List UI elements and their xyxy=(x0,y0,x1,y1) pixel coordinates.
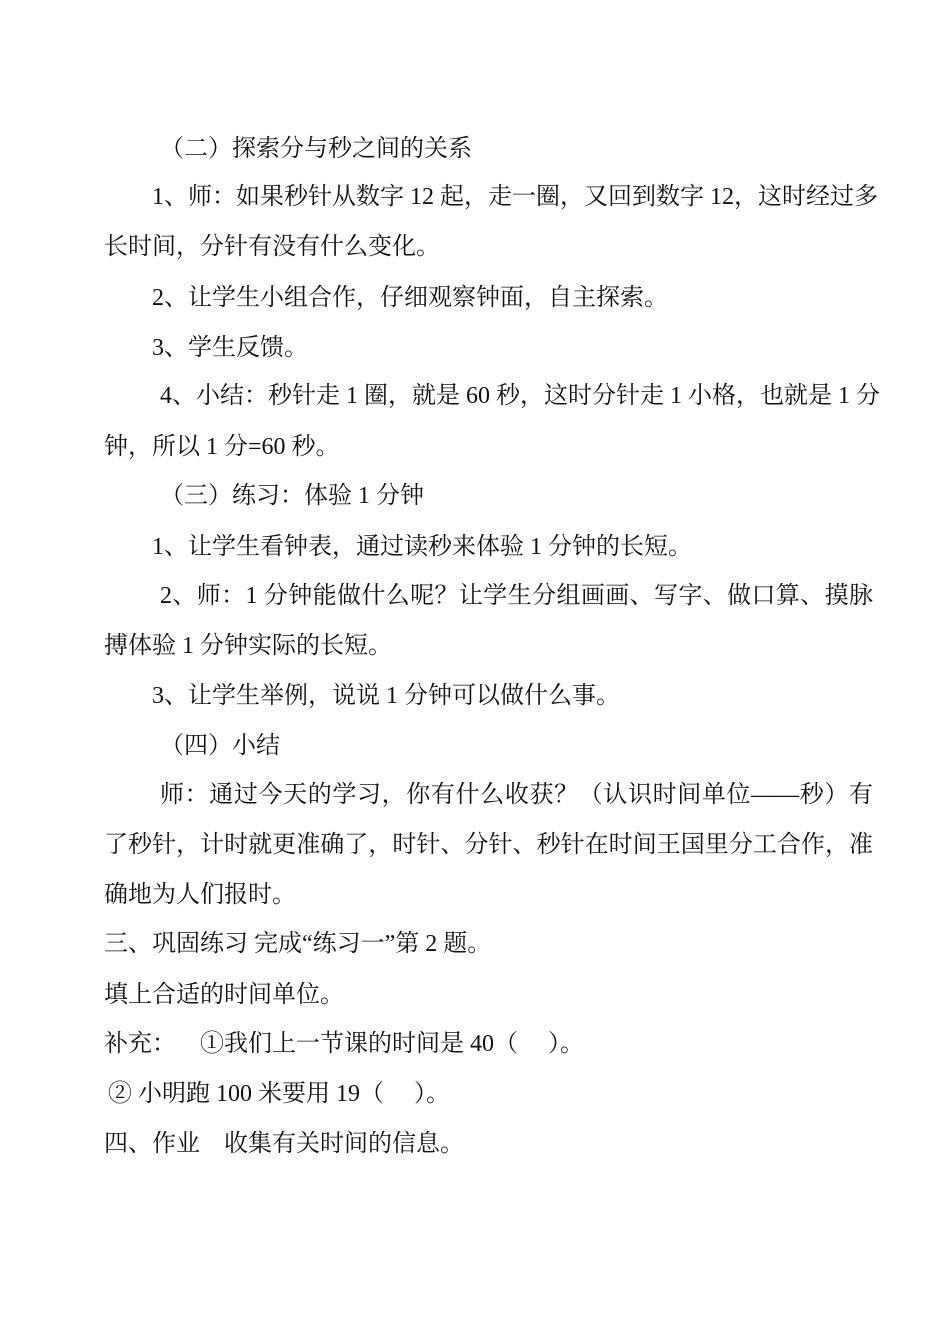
section-heading-consolidate: 三、巩固练习 完成“练习一”第 2 题。 xyxy=(104,931,492,957)
paragraph-teacher-question-line1: 1、师：如果秒针从数字 12 起，走一圈，又回到数字 12，这时经过多 xyxy=(152,184,878,210)
paragraph-supplement-item1: 补充： ①我们上一节课的时间是 40（ ）。 xyxy=(104,1031,584,1057)
paragraph-harvest-line3: 确地为人们报时。 xyxy=(104,882,296,908)
paragraph-summary-line2: 钟，所以 1 分=60 秒。 xyxy=(104,434,340,460)
paragraph-read-seconds: 1、让学生看钟表，通过读秒来体验 1 分钟的长短。 xyxy=(152,534,692,560)
paragraph-teacher-question-line2: 长时间，分针有没有什么变化。 xyxy=(104,234,440,260)
section-heading-summary: （四）小结 xyxy=(160,733,280,759)
paragraph-summary-line1: 4、小结：秒针走 1 圈，就是 60 秒，这时分针走 1 小格，也就是 1 分 xyxy=(160,383,880,409)
section-heading-homework: 四、作业 收集有关时间的信息。 xyxy=(104,1131,464,1157)
section-heading-explore: （二）探索分与秒之间的关系 xyxy=(160,136,472,162)
paragraph-group-work: 2、让学生小组合作，仔细观察钟面，自主探索。 xyxy=(152,285,668,311)
paragraph-one-minute-line1: 2、师：1 分钟能做什么呢？让学生分组画画、写字、做口算、摸脉 xyxy=(160,583,873,609)
paragraph-fill-units: 填上合适的时间单位。 xyxy=(104,982,344,1008)
paragraph-harvest-line2: 了秒针，计时就更准确了，时针、分针、秒针在时间王国里分工合作，准 xyxy=(104,832,873,858)
paragraph-one-minute-line2: 搏体验 1 分钟实际的长短。 xyxy=(104,633,392,659)
paragraph-harvest-line1: 师：通过今天的学习，你有什么收获？（认识时间单位——秒）有 xyxy=(160,782,873,808)
paragraph-examples: 3、让学生举例，说说 1 分钟可以做什么事。 xyxy=(152,683,620,709)
section-heading-practice: （三）练习：体验 1 分钟 xyxy=(160,483,424,509)
paragraph-feedback: 3、学生反馈。 xyxy=(152,335,308,361)
paragraph-supplement-item2: ② 小明跑 100 米要用 19（ ）。 xyxy=(108,1081,450,1107)
